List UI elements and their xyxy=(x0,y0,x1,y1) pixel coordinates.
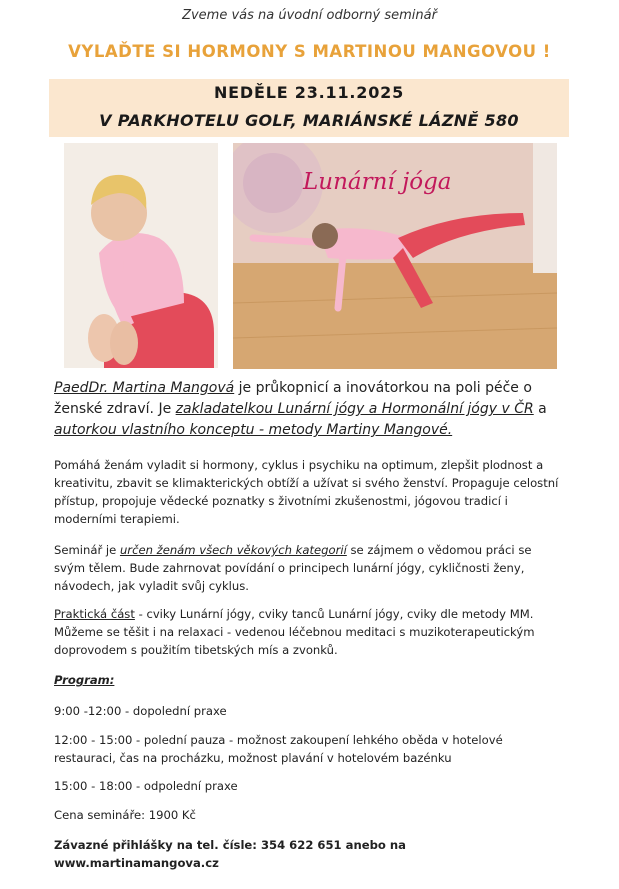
audience-pre: Seminář je xyxy=(54,543,120,557)
event-place: V PARKHOTELU GOLF, MARIÁNSKÉ LÁZNĚ 580 xyxy=(99,111,519,130)
author-text: autorkou vlastního konceptu - metody Martiny Mangové. xyxy=(54,422,453,438)
lecturer-name: PaedDr. Martina Mangová xyxy=(54,380,235,396)
price: Cena semináře: 1900 Kč xyxy=(54,808,196,822)
audience-target: určen ženám všech věkových kategorií xyxy=(119,543,347,557)
program-item-3: 15:00 - 18:00 - odpolední praxe xyxy=(54,779,238,793)
event-banner xyxy=(49,79,569,137)
yoga-photo xyxy=(233,143,557,369)
event-date: NEDĚLE 23.11.2025 xyxy=(213,83,405,102)
registration-footer: Závazné přihlášky na tel. čísle: 354 622 651 anebo na www.martinamangova.cz xyxy=(54,838,406,870)
program-item-1: 9:00 -12:00 - dopolední praxe xyxy=(54,704,227,718)
founder-text: zakladatelkou Lunární jógy a Hormonální jógy v ČR xyxy=(175,401,534,417)
lead-text-1: je průkopnicí a inovátorkou na poli péče o ženské zdraví. Je xyxy=(54,380,532,417)
intro-text: Zveme vás na úvodní odborný seminář xyxy=(182,8,437,23)
page-title: VYLAĎTE SI HORMONY S MARTINOU MANGOVOU ! xyxy=(68,42,551,61)
portrait-photo xyxy=(64,143,218,368)
intro-paragraph xyxy=(54,378,566,441)
paragraph-audience xyxy=(54,541,566,595)
photo-caption: Lunární jóga xyxy=(303,169,452,195)
lead-text-2: a xyxy=(533,401,547,417)
paragraph-benefits: Pomáhá ženám vyladit si hormony, cyklus i psychiku na optimum, zlepšit plodnost a kreativitu, zbavit se klimakterických obtíží a užívat si svého ženství. Propaguje celostní přístup, propojuje vědecké poznatky s životními zkušenostmi, jógovou tradicí i moderními terapiemi. xyxy=(54,458,559,526)
program-heading-text: Program: xyxy=(54,673,115,687)
portrait-illustration xyxy=(64,143,218,368)
program-heading xyxy=(54,671,566,689)
paragraph-practice xyxy=(54,605,566,659)
practice-label: Praktická část xyxy=(54,607,135,621)
program-item-2: 12:00 - 15:00 - polední pauza - možnost zakoupení lehkého oběda v hotelové restauraci, čas na procházku, možnost plavání v hotelovém bazénku xyxy=(54,733,503,765)
audience-post: se zájmem o vědomou práci se svým tělem. Bude zahrnovat povídání o principech lunární jógy, cykličnosti ženy, návodech, jak vyladit svůj cyklus. xyxy=(54,543,532,593)
practice-text: - cviky Lunární jógy, cviky tanců Lunární jógy, cviky dle metody MM. Můžeme se těšit i na relaxaci - vedenou léčebnou meditaci s muzikoterapeutickým doprovodem s použitím tibetských mís a zvonků. xyxy=(54,607,535,657)
